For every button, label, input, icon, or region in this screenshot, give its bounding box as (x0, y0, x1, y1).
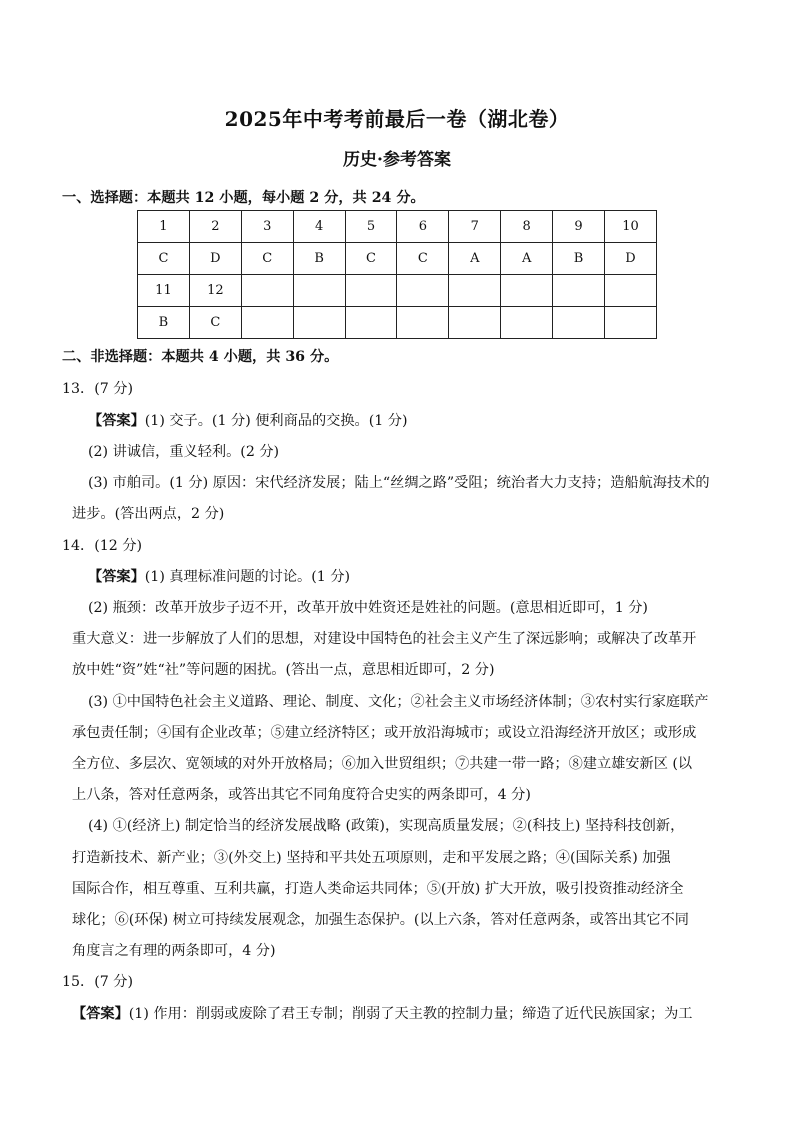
question-14-line-3: 重大意义：进一步解放了人们的思想，对建设中国特色的社会主义产生了深远影响；或解决了改革开 (72, 631, 697, 647)
answer-tag: 【答案】 (88, 569, 145, 585)
table-cell: 8 (501, 211, 553, 243)
table-row-answers-1 (138, 243, 657, 275)
table-cell (397, 275, 449, 307)
question-14-line-7: 全方位、多层次、宽领域的对外开放格局；⑥加入世贸组织；⑦共建一带一路；⑧建立雄安新区 (以 (72, 756, 693, 772)
table-cell: C (345, 243, 397, 275)
choice-answer-table (137, 210, 657, 339)
table-cell: C (138, 243, 190, 275)
table-row-answers-2 (138, 307, 657, 339)
table-cell (293, 307, 345, 339)
table-cell (501, 307, 553, 339)
answer-text: (1) 作用：削弱或废除了君王专制；削弱了天主教的控制力量；缔造了近代民族国家；为工 (128, 1006, 693, 1022)
question-14-line-12: 球化；⑥(环保) 树立可持续发展观念，加强生态保护。(以上六条，答对任意两条，或答出其它不同 (72, 912, 689, 928)
table-cell: B (138, 307, 190, 339)
table-cell: 9 (553, 211, 605, 243)
answer-tag: 【答案】 (88, 413, 145, 429)
table-cell: 2 (189, 211, 241, 243)
question-14-line-6: 承包责任制；④国有企业改革；⑤建立经济特区；或开放沿海城市；或设立沿海经济开放区；或形成 (72, 725, 697, 741)
question-14-line-1 (88, 566, 350, 586)
question-14-number: 14．(12 分) (62, 538, 143, 554)
table-cell (501, 275, 553, 307)
answer-tag: 【答案】 (72, 1006, 129, 1022)
table-cell: 7 (449, 211, 501, 243)
page-subtitle: 历史·参考答案 (343, 150, 451, 170)
question-14-line-13: 角度言之有理的两条即可，4 分) (72, 943, 276, 959)
table-cell (241, 307, 293, 339)
table-cell (449, 275, 501, 307)
table-cell: C (241, 243, 293, 275)
table-cell: 6 (397, 211, 449, 243)
table-cell (553, 275, 605, 307)
answer-text: (1) 真理标准问题的讨论。(1 分) (144, 569, 351, 585)
question-13-number: 13．(7 分) (62, 381, 134, 397)
table-cell (553, 307, 605, 339)
answer-text: (1) 交子。(1 分) 便利商品的交换。(1 分) (144, 413, 408, 429)
table-cell: 1 (138, 211, 190, 243)
table-cell: 4 (293, 211, 345, 243)
table-cell: A (501, 243, 553, 275)
question-13-line-2: (2) 讲诚信，重义轻利。(2 分) (88, 444, 280, 460)
table-cell: 3 (241, 211, 293, 243)
section-1-heading: 一、选择题：本题共 12 小题，每小题 2 分，共 24 分。 (62, 190, 425, 206)
question-14-line-9: (4) ①(经济上) 制定恰当的经济发展战略 (政策)，实现高质量发展；②(科技上) 坚持科技创新， (88, 818, 685, 834)
table-cell: C (189, 307, 241, 339)
page-title: 2025年中考考前最后一卷（湖北卷） (224, 107, 570, 131)
question-13-line-1 (88, 410, 408, 430)
table-cell (605, 275, 657, 307)
question-13-line-4: 进步。(答出两点，2 分) (72, 506, 225, 522)
question-14-line-2: (2) 瓶颈：改革开放步子迈不开，改革开放中姓资还是姓社的问题。(意思相近即可，1 分) (88, 600, 648, 616)
table-cell: B (293, 243, 345, 275)
question-15-number: 15．(7 分) (62, 974, 134, 990)
question-14-line-5: (3) ①中国特色社会主义道路、理论、制度、文化；②社会主义市场经济体制；③农村实行家庭联产 (88, 694, 709, 710)
table-cell: 12 (189, 275, 241, 307)
section-2-heading: 二、非选择题：本题共 4 小题，共 36 分。 (62, 349, 339, 365)
question-13-line-3: (3) 市舶司。(1 分) 原因：宋代经济发展；陆上“丝绸之路”受阻；统治者大力支持；造船航海技术的 (88, 475, 710, 491)
table-cell (397, 307, 449, 339)
table-cell (241, 275, 293, 307)
table-cell (605, 307, 657, 339)
table-cell (449, 307, 501, 339)
table-row-numbers-1 (138, 211, 657, 243)
question-14-line-8: 上八条，答对任意两条，或答出其它不同角度符合史实的两条即可，4 分) (72, 787, 531, 803)
question-14-line-10: 打造新技术、新产业；③(外交上) 坚持和平共处五项原则，走和平发展之路；④(国际关系) 加强 (72, 850, 671, 866)
table-cell: 5 (345, 211, 397, 243)
table-cell: B (553, 243, 605, 275)
table-cell: C (397, 243, 449, 275)
question-14-line-4: 放中姓“资”姓“社”等问题的困扰。(答出一点，意思相近即可，2 分) (72, 662, 495, 678)
table-cell: 11 (138, 275, 190, 307)
table-row-numbers-2 (138, 275, 657, 307)
table-cell (345, 307, 397, 339)
table-cell (345, 275, 397, 307)
table-cell: A (449, 243, 501, 275)
table-cell: D (189, 243, 241, 275)
table-cell (293, 275, 345, 307)
table-cell: D (605, 243, 657, 275)
table-cell: 10 (605, 211, 657, 243)
question-14-line-11: 国际合作，相互尊重、互利共赢，打造人类命运共同体；⑤(开放) 扩大开放，吸引投资推动经济全 (72, 881, 684, 897)
question-15-line-1 (72, 1003, 693, 1023)
